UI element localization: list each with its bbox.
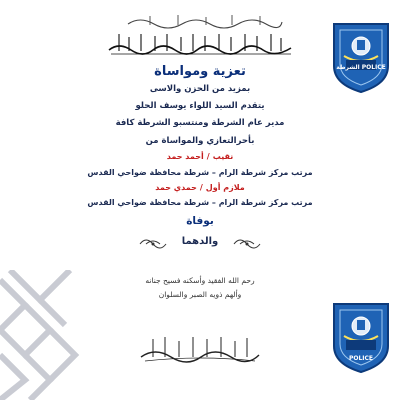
prayer-line-1: رحم الله الفقيد وأسكنه فسيح جنانه bbox=[145, 276, 255, 285]
person2-name: حمدي حمد bbox=[155, 183, 197, 192]
person2-position: مرتب مركز شرطة الرام – شرطة محافظة ضواحي القدس bbox=[87, 198, 313, 207]
police-logo-top bbox=[330, 20, 392, 94]
sender-org-line: مدير عام الشرطة ومنتسبو الشرطة كافة bbox=[115, 118, 285, 128]
card-title: تعزية ومواساة bbox=[154, 64, 246, 79]
deceased-relation: والدهما bbox=[181, 236, 219, 247]
prayer-line-2: وألهم ذويه الصبر والسلوان bbox=[158, 290, 242, 299]
police-logo-bottom-label: POLICE bbox=[348, 355, 374, 362]
person1-rank: نقيب bbox=[212, 152, 234, 161]
intro-line: بمزيد من الحزن والاسى bbox=[149, 84, 251, 94]
basmala-calligraphy bbox=[120, 12, 288, 30]
person1-name: أحمد حمد bbox=[166, 152, 204, 161]
sender-line: يتقدم السيد اللواء يوسف الحلو bbox=[135, 101, 265, 111]
person1-position: مرتب مركز شرطة الرام – شرطة محافظة ضواحي القدس bbox=[87, 168, 313, 177]
police-logo-top-label: الشرطة POLICE bbox=[336, 64, 386, 71]
verse-calligraphy bbox=[105, 32, 295, 56]
separator: / bbox=[206, 152, 210, 161]
person1-name-row bbox=[80, 152, 320, 161]
death-word: بوفاة bbox=[186, 215, 214, 227]
geometric-pattern bbox=[0, 270, 80, 400]
police-logo-bottom bbox=[330, 300, 392, 374]
closing-calligraphy bbox=[135, 335, 265, 363]
message-body bbox=[80, 0, 320, 400]
person2-name-row bbox=[80, 183, 320, 192]
ornament-right bbox=[232, 234, 262, 254]
separator: / bbox=[199, 183, 203, 192]
condolence-line: بأحرالتعازي والمواساة من bbox=[145, 136, 255, 146]
person2-rank: ملازم أول bbox=[205, 183, 245, 192]
